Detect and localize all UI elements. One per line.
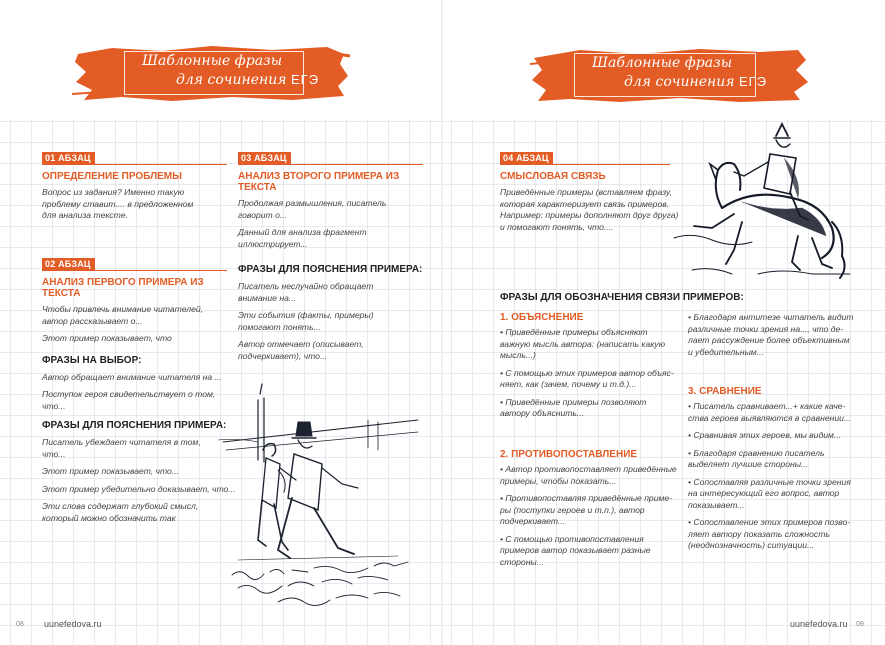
text-line: иллюстрирует... <box>238 238 308 249</box>
text-block <box>42 187 237 222</box>
page-gutter <box>441 0 443 645</box>
text-line: Приведённые примеры (вставляем фразу, <box>500 187 672 197</box>
bullet-item <box>500 493 680 528</box>
paragraph-02-block <box>42 258 237 530</box>
banner-line1: Шаблонные фразы <box>142 53 283 69</box>
text-line: на интересующий его вопрос, автор <box>688 488 840 498</box>
page-number-left: 08 <box>16 621 24 628</box>
banner-line2-text: для сочинения <box>176 72 287 88</box>
text-line: Например: примеры дополняют друг друга) <box>500 210 679 220</box>
paragraph-04-block <box>500 152 690 239</box>
text-line: • Сопоставление этих примеров позво- <box>688 517 851 527</box>
text-line: няет, как (зачем, почему и т.д.)... <box>500 379 637 389</box>
section-title: 1. ОБЪЯСНЕНИЕ <box>500 312 584 323</box>
bullet-item <box>688 312 873 358</box>
text-line: мысль...) <box>500 350 536 360</box>
text-line: Вопрос из задания? Именно такую <box>42 187 185 197</box>
paragraph-title: АНАЛИЗ ПЕРВОГО ПРИМЕРА ИЗ ТЕКСТА <box>42 277 204 299</box>
page-number-right: 09 <box>856 621 864 628</box>
text-line: которая характеризует связь примеров. <box>500 198 670 209</box>
text-line: • Приведённые примеры объясняют <box>500 327 648 337</box>
banner-right-ege: ЕГЭ <box>738 74 768 89</box>
text-line: подчеркивает... <box>500 516 566 526</box>
text-block <box>238 227 433 250</box>
text-line: стороны... <box>500 556 544 567</box>
paragraph-tag-line <box>500 152 670 165</box>
text-line: говорит о... <box>238 209 288 220</box>
text-line: важную мысль автора: (написать какую <box>500 338 666 349</box>
sketch-horseman-illustration <box>672 118 852 283</box>
antithesis-block <box>688 312 873 364</box>
bullet-item <box>500 327 680 362</box>
banner-right-line2-text: для сочинения <box>624 74 735 90</box>
text-block <box>42 304 237 327</box>
paragraph-tag-line <box>238 152 423 165</box>
comparison-section <box>688 386 873 558</box>
text-line: (неоднозначность) ситуации... <box>688 540 815 550</box>
section-title: 3. СРАВНЕНИЕ <box>688 386 762 397</box>
section-heading: ФРАЗЫ НА ВЫБОР: <box>42 354 142 366</box>
text-line: Автор обращает внимание читателя на ... <box>42 371 222 382</box>
paragraph-tag-line <box>42 152 227 165</box>
text-line: ляет автору показать сложность <box>688 528 830 539</box>
text-line: показывает... <box>688 499 745 510</box>
text-line: Эти слова содержат глубокий смысл, <box>42 501 199 511</box>
text-line: автору объяснить... <box>500 408 585 418</box>
left-title-banner <box>72 42 352 100</box>
text-line: примеры, чтобы показать... <box>500 475 617 486</box>
banner-right-line1: Шаблонные фразы <box>592 55 733 71</box>
text-line: • Противопоставляя приведённые приме- <box>500 493 673 503</box>
text-line: • С помощью этих примеров автор объяс- <box>500 367 674 378</box>
text-line: который можно обозначить так <box>42 512 176 523</box>
text-block <box>238 198 433 221</box>
text-line: Писатель неслучайно обращает <box>238 281 374 291</box>
text-line: различные точки зрения на..., что де- <box>688 323 844 334</box>
text-line: Поступок героя свидетельствует о том, <box>42 389 216 399</box>
text-line: • Благодаря антитезе читатель видит <box>688 312 854 322</box>
text-block <box>42 437 237 460</box>
section-heading: ФРАЗЫ ДЛЯ ПОЯСНЕНИЯ ПРИМЕРА: <box>42 420 227 431</box>
right-title-banner <box>530 44 810 102</box>
text-block <box>238 281 433 304</box>
explanation-section <box>500 312 680 426</box>
text-line: автор рассказывает о... <box>42 315 143 326</box>
text-line: Продолжая размышления, писатель <box>238 198 387 208</box>
sketch-figures-illustration <box>218 380 433 610</box>
contrast-section <box>500 449 680 574</box>
website-footer-right[interactable]: uunefedova.ru <box>790 619 848 629</box>
paragraph-tag-line <box>42 258 227 271</box>
text-line: и помогают понять, что.... <box>500 221 614 232</box>
bullet-item <box>688 477 873 512</box>
text-line: Чтобы привлечь внимание читателей, <box>42 304 204 314</box>
banner-line2 <box>176 72 319 88</box>
website-footer-left[interactable]: uunefedova.ru <box>44 619 102 629</box>
text-line: • Приведённые примеры позволяют <box>500 396 647 407</box>
text-line: лает рассуждение более объективным <box>688 335 850 345</box>
text-line: проблему ставит.... в предложенном <box>42 198 194 209</box>
text-line: Данный для анализа фрагмент <box>238 227 367 237</box>
text-line: Эти события (факты, примеры) <box>238 310 374 320</box>
text-line: подчеркивает), что... <box>238 350 328 361</box>
paragraph-title: АНАЛИЗ ВТОРОГО ПРИМЕРА ИЗ ТЕКСТА <box>238 171 400 193</box>
bullet-item <box>500 397 680 420</box>
text-line: что... <box>42 448 66 459</box>
paragraph-03-block <box>238 152 433 368</box>
text-line: • Автор противопоставляет приведённые <box>500 464 677 474</box>
bullet-item: • Сравнивая этих героев, мы видим... <box>688 430 842 440</box>
bullet-item <box>688 448 873 471</box>
text-line: Этот пример показывает, что <box>42 333 172 343</box>
section-heading: ФРАЗЫ ДЛЯ ПОЯСНЕНИЯ ПРИМЕРА: <box>238 264 423 275</box>
text-block <box>500 187 690 233</box>
text-line: ства героев выявляются в сравнении... <box>688 412 852 423</box>
paragraph-title: СМЫСЛОВАЯ СВЯЗЬ <box>500 171 606 182</box>
text-line: Этот пример показывает, что... <box>42 466 180 476</box>
text-line: примеров автор показывает разные <box>500 545 651 555</box>
section-title: 2. ПРОТИВОПОСТАВЛЕНИЕ <box>500 449 638 460</box>
text-block <box>238 310 433 333</box>
text-line: Автор отмечает (описывает, <box>238 339 364 349</box>
text-line: выделяет лучшие стороны... <box>688 459 809 469</box>
paragraph-tag: 03 АБЗАЦ <box>238 152 291 164</box>
text-line: внимание на... <box>238 292 297 303</box>
text-line: Писатель убеждает читателя в том, <box>42 437 201 447</box>
text-block <box>238 339 433 362</box>
section-heading: ФРАЗЫ ДЛЯ ОБОЗНАЧЕНИЯ СВЯЗИ ПРИМЕРОВ: <box>500 292 744 303</box>
banner-ege: ЕГЭ <box>290 72 320 87</box>
paragraph-tag: 04 АБЗАЦ <box>500 152 553 164</box>
text-line: помогают понять... <box>238 321 321 332</box>
paragraph-tag: 01 АБЗАЦ <box>42 152 95 164</box>
paragraph-01-block <box>42 152 237 228</box>
text-line: • Писатель сравнивает...+ какие каче- <box>688 401 846 411</box>
bullet-item <box>500 464 680 487</box>
text-block <box>42 501 237 524</box>
text-line: для анализа тексте. <box>42 210 128 220</box>
bullet-item <box>500 368 680 391</box>
text-line: • Сопоставляя различные точки зрения <box>688 476 851 487</box>
bullet-item <box>688 517 873 552</box>
paragraph-title: ОПРЕДЕЛЕНИЕ ПРОБЛЕМЫ <box>42 171 182 182</box>
bullet-item <box>500 534 680 569</box>
paragraph-tag: 02 АБЗАЦ <box>42 258 95 270</box>
text-line: и убедительным... <box>688 346 764 357</box>
text-line: • Благодаря сравнению писатель <box>688 447 825 458</box>
bullet-item <box>688 401 873 424</box>
text-line: ры (поступки героев и т.п.), автор <box>500 504 645 515</box>
text-line: • С помощью противопоставления <box>500 533 644 544</box>
banner-right-line2 <box>624 74 767 90</box>
text-block <box>42 389 237 412</box>
text-line: что... <box>42 400 66 411</box>
text-line: Этот пример убедительно доказывает, что... <box>42 483 236 494</box>
